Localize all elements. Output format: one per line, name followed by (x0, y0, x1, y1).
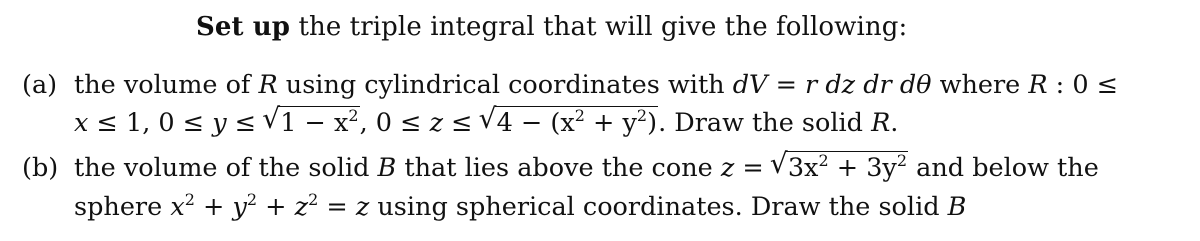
part-a-line-2 (74, 108, 898, 138)
sqrt-cone (772, 153, 908, 183)
part-b-line-2 (74, 192, 966, 222)
heading-rest: the triple integral that will give the following: (290, 12, 908, 42)
math-volume-element: r dz dr dθ (805, 70, 932, 100)
heading-bold: Set up (196, 12, 291, 42)
text: : 0 ≤ (1047, 70, 1119, 100)
math-R: R (258, 70, 278, 100)
exponent: 2 (184, 190, 195, 209)
radicand: 4 − (x (496, 108, 575, 138)
math-R: R (1028, 70, 1048, 100)
text: sphere (74, 192, 171, 222)
exponent: 2 (636, 106, 648, 125)
problem-heading (196, 12, 907, 42)
text: ≤ 1, 0 ≤ (88, 108, 213, 138)
text: using spherical coordinates. Draw the solid (369, 192, 948, 222)
sqrt-1-minus-x2 (264, 108, 359, 138)
text: = (734, 153, 772, 183)
exponent: 2 (348, 106, 359, 125)
text: and below the (908, 153, 1099, 183)
math-z: z (429, 108, 444, 138)
radicand: 3x (787, 153, 819, 183)
exponent: 2 (574, 106, 585, 125)
part-b-line-1 (74, 153, 1099, 183)
text: , 0 ≤ (359, 108, 430, 138)
exponent: 2 (818, 151, 829, 170)
text: . (890, 108, 899, 138)
radicand: + y (584, 108, 637, 138)
text: the volume of (74, 70, 259, 100)
math-dV: dV (732, 70, 768, 100)
text: where (931, 70, 1029, 100)
exponent: 2 (246, 190, 258, 209)
text: + (194, 192, 233, 222)
text: = (318, 192, 356, 222)
math-z: z (294, 192, 309, 222)
text: . Draw the solid (658, 108, 872, 138)
math-z: z (720, 153, 735, 183)
radicand: ) (647, 108, 658, 138)
sqrt-4-minus-r2 (481, 108, 658, 138)
part-b-label: (b) (22, 153, 59, 183)
text: using cylindrical coordinates with (277, 70, 733, 100)
part-a-line-1 (74, 70, 1118, 100)
text: + (257, 192, 295, 222)
text: = (767, 70, 806, 100)
radicand: + 3y (828, 153, 897, 183)
exponent: 2 (308, 190, 319, 209)
math-B: B (377, 153, 397, 183)
math-R: R (871, 108, 891, 138)
math-y: y (232, 192, 247, 222)
radicand: 1 − x (280, 108, 349, 138)
text: ≤ (226, 108, 265, 138)
math-y: y (212, 108, 227, 138)
exponent: 2 (896, 151, 908, 170)
text: that lies above the cone (396, 153, 721, 183)
math-B: B (947, 192, 967, 222)
math-x: x (170, 192, 185, 222)
math-z: z (355, 192, 370, 222)
text: the volume of the solid (74, 153, 378, 183)
part-a-label: (a) (22, 70, 58, 100)
math-x: x (74, 108, 89, 138)
text: ≤ (443, 108, 481, 138)
